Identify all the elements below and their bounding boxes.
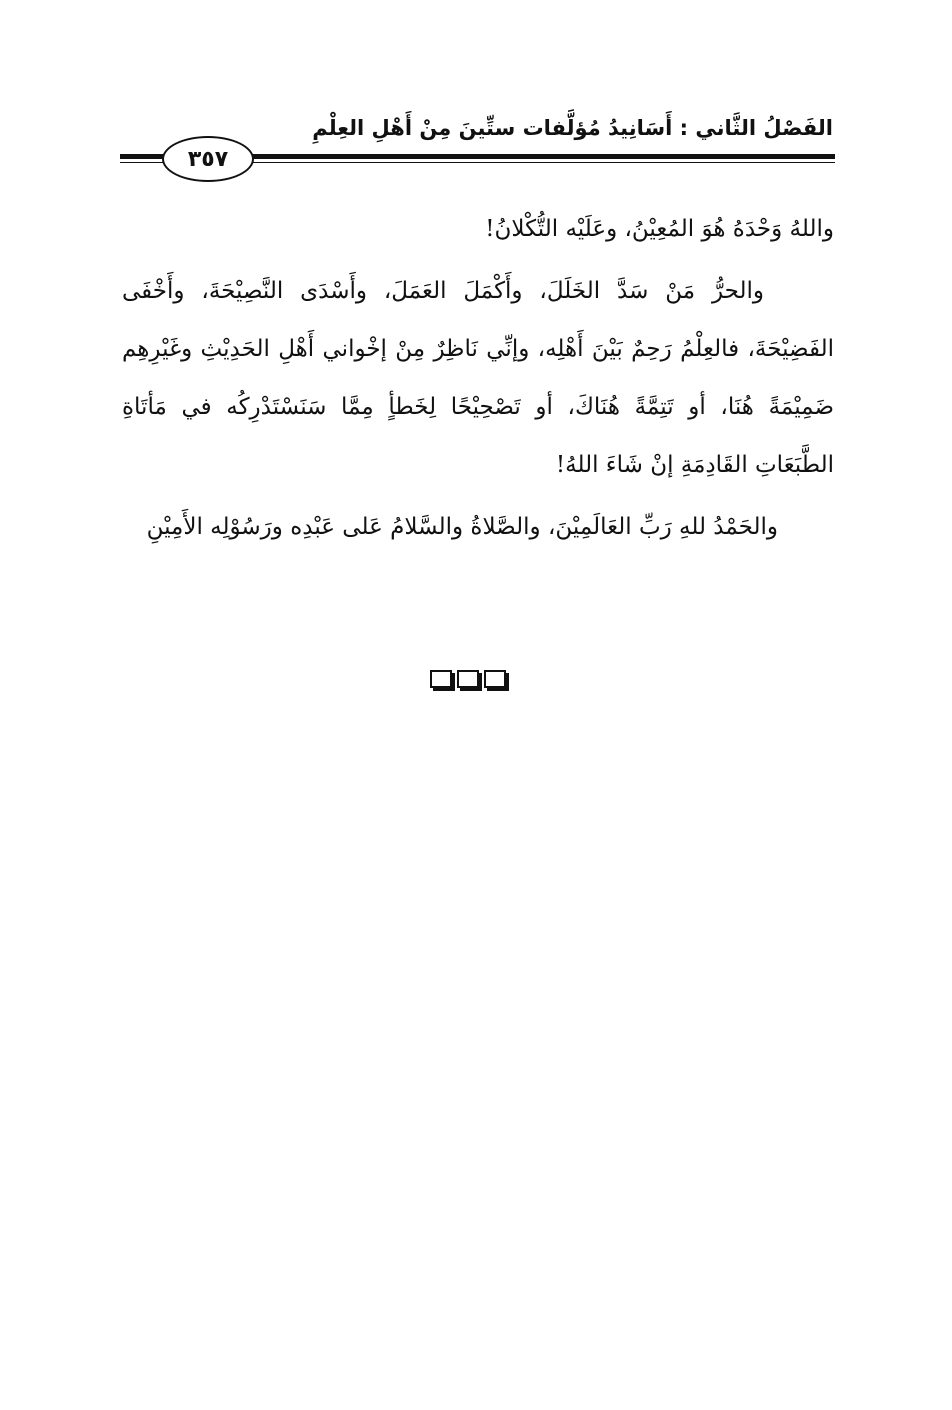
ornament-square-icon xyxy=(484,670,506,688)
page-number-oval xyxy=(162,136,254,182)
closing-ornament-icon xyxy=(430,670,520,694)
paragraph-1: واللهُ وَحْدَهُ هُوَ المُعِيْنُ، وعَلَيْه التُّكْلانُ! xyxy=(485,216,834,242)
ornament-square-icon xyxy=(457,670,479,688)
chapter-title: الفَصْلُ الثَّاني : أَسَانِيدُ مُؤلَّفات ستِّينَ مِنْ أَهْلِ العِلْمِ xyxy=(312,116,833,140)
running-header xyxy=(120,108,835,190)
page-number: ٣٥٧ xyxy=(187,146,229,172)
paragraph-3: والحَمْدُ للهِ رَبِّ العَالَمِيْنَ، والصَّلاةُ والسَّلامُ عَلى عَبْدِه ورَسُوْلِه الأَمِيْنِ xyxy=(146,514,778,540)
paragraph-2: والحرُّ مَنْ سَدَّ الخَلَلَ، وأَكْمَلَ العَمَلَ، وأَسْدَى النَّصِيْحَةَ، وأَخْفَى الفَضِيْحَةَ، فالعِلْمُ رَحِمٌ بَيْنَ أَهْلِه، وإنِّي نَاظِرٌ مِنْ إخْواني أَهْلِ الحَدِيْثِ وغَيْرِهِم ضَمِيْمَةً هُنَا، أو تَتِمَّةً هُنَاكَ، أو تَصْحِيْحًا لِخَطأٍ مِمَّا سَنَسْتَدْرِكُه في مَأتَاةِ الطَّبَعَاتِ القَادِمَةِ إنْ شَاءَ اللهُ! xyxy=(122,278,834,478)
ornament-square-icon xyxy=(430,670,452,688)
body-text xyxy=(122,200,834,556)
